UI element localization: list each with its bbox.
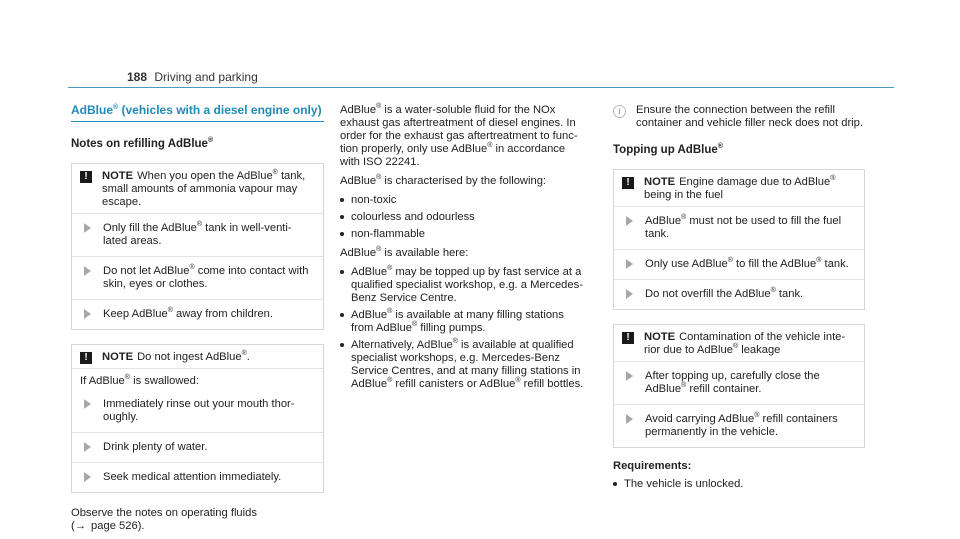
- list-item: AdBlue® is available at many filling stations from AdBlue® filling pumps.: [340, 309, 586, 335]
- step-arrow-icon: [84, 442, 91, 452]
- list-item: AdBlue® may be topped up by fast service at a qualified specialist workshop, e.g. a Mercedes-Benz Service Centre.: [340, 266, 586, 305]
- section-title: AdBlue® (vehicles with a diesel engine only): [71, 104, 324, 122]
- instruction-step: Only use AdBlue® to fill the AdBlue® tank.: [614, 249, 864, 279]
- note-intro: If AdBlue® is swallowed:: [80, 374, 199, 387]
- column-2: [340, 104, 586, 397]
- note-box-ammonia: [71, 163, 324, 330]
- requirements-title: Requirements:: [613, 460, 692, 472]
- note-box-contamination: [613, 324, 865, 448]
- characteristics-intro: AdBlue® is characterised by the following:: [340, 174, 547, 187]
- step-arrow-icon: [84, 472, 91, 482]
- page-header: [127, 70, 258, 84]
- intro-paragraph: AdBlue® is a water-soluble fluid for the NOx exhaust gas aftertreatment of diesel engines. In order for the exhaust gas aftertreatment to func-tion properly, only use AdBlue® in accordance with ISO 22241.: [340, 103, 578, 168]
- step-arrow-icon: [626, 216, 633, 226]
- warning-icon: !: [622, 332, 634, 344]
- info-note: i Ensure the connection between the refill container and vehicle filler neck does not drip.: [613, 104, 865, 130]
- list-item: colourless and odourless: [340, 211, 586, 224]
- list-item: non-flammable: [340, 228, 586, 241]
- list-item: The vehicle is unlocked.: [613, 478, 865, 491]
- observe-paragraph: Observe the notes on operating fluids (→ page 526).: [71, 507, 257, 532]
- step-arrow-icon: [84, 399, 91, 409]
- instruction-step: Only fill the AdBlue® tank in well-venti-lated areas.: [72, 214, 323, 256]
- list-item: Alternatively, AdBlue® is available at qualified specialist workshops, e.g. Mercedes-Benz Service Centres, and at many filling stations in AdBlue® refill canisters or AdBlue® refill bottles.: [340, 339, 586, 391]
- instruction-step: Immediately rinse out your mouth thor-oughly.: [72, 390, 323, 432]
- characteristics-list: [340, 194, 586, 241]
- info-icon: i: [613, 105, 626, 118]
- list-item: non-toxic: [340, 194, 586, 207]
- note-text: NOTE Do not ingest AdBlue®.: [102, 350, 250, 363]
- instruction-step: Seek medical attention immediately.: [72, 462, 323, 492]
- note-text: NOTE Contamination of the vehicle inte-rior due to AdBlue® leakage: [644, 331, 846, 356]
- instruction-step: Do not overfill the AdBlue® tank.: [614, 279, 864, 309]
- note-box-ingest: [71, 344, 324, 493]
- note-text: NOTE Engine damage due to AdBlue® being in the fuel: [644, 175, 836, 201]
- column-3: [613, 104, 865, 497]
- step-arrow-icon: [84, 309, 91, 319]
- warning-icon: !: [80, 352, 92, 364]
- instruction-step: AdBlue® must not be used to fill the fuel tank.: [614, 207, 864, 249]
- page-number: 188: [127, 70, 148, 84]
- note-text: NOTE When you open the AdBlue® tank, small amounts of ammonia vapour may escape.: [102, 169, 306, 208]
- step-arrow-icon: [84, 223, 91, 233]
- requirements-list: [613, 478, 865, 491]
- availability-intro: AdBlue® is available here:: [340, 246, 469, 259]
- page-reference-link[interactable]: page 526).: [87, 520, 145, 532]
- note-box-engine-damage: [613, 169, 865, 310]
- step-arrow-icon: [626, 371, 633, 381]
- instruction-step: Avoid carrying AdBlue® refill containers permanently in the vehicle.: [614, 404, 864, 447]
- step-arrow-icon: [626, 414, 633, 424]
- availability-list: [340, 266, 586, 391]
- instruction-step: Drink plenty of water.: [72, 432, 323, 462]
- instruction-step: Keep AdBlue® away from children.: [72, 299, 323, 329]
- column-1: [71, 104, 324, 539]
- page-reference-arrow: (→: [71, 520, 86, 532]
- warning-icon: !: [80, 171, 92, 183]
- instruction-step: After topping up, carefully close the AdBlue® refill container.: [614, 362, 864, 404]
- header-rule: [68, 87, 894, 88]
- notes-title: Notes on refilling AdBlue®: [71, 137, 214, 150]
- instruction-step: Do not let AdBlue® come into contact with skin, eyes or clothes.: [72, 256, 323, 299]
- chapter-title: Driving and parking: [154, 70, 258, 84]
- topping-up-title: Topping up AdBlue®: [613, 143, 723, 156]
- warning-icon: !: [622, 177, 634, 189]
- step-arrow-icon: [626, 289, 633, 299]
- step-arrow-icon: [84, 266, 91, 276]
- step-arrow-icon: [626, 259, 633, 269]
